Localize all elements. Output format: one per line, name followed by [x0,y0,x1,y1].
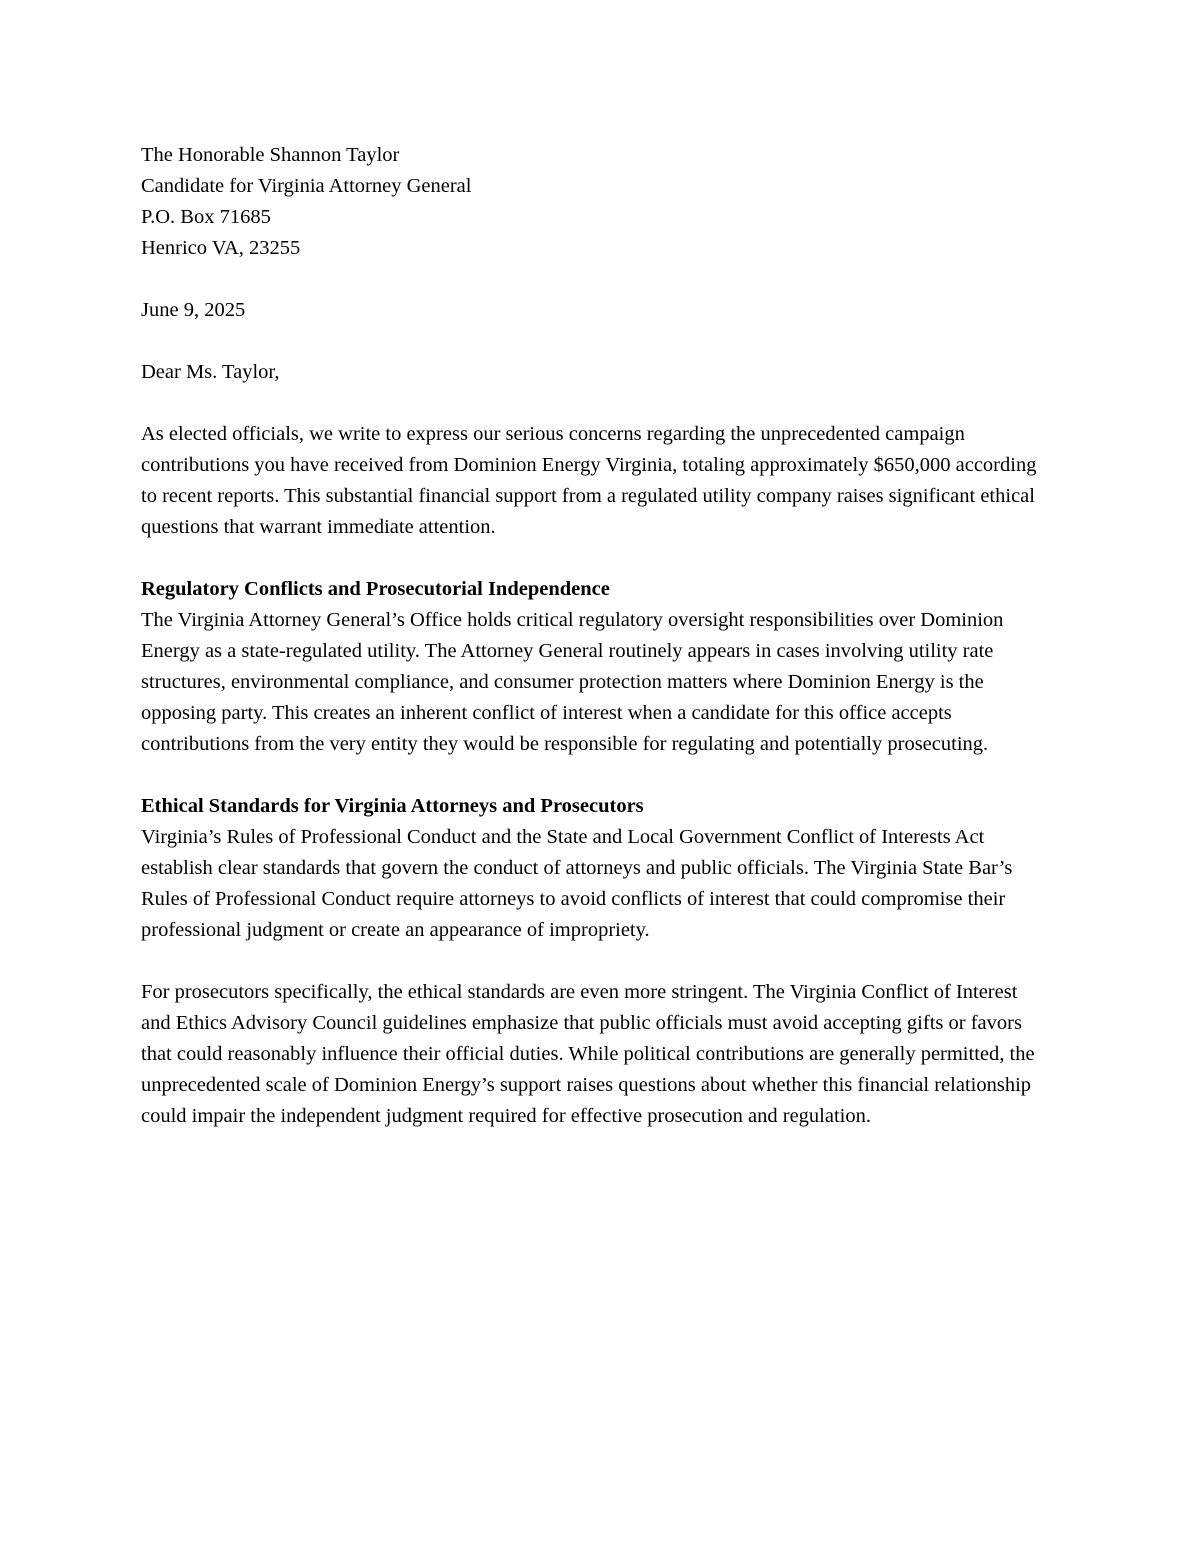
spacer-before-body [141,388,1050,419]
spacer-before-salutation [141,326,1050,357]
recipient-street: P.O. Box 71685 [141,206,271,228]
recipient-name: The Honorable Shannon Taylor [141,144,400,166]
section-regulatory-conflicts [141,574,1050,760]
spacer-before-date [141,264,1050,295]
section-paragraph: Virginia’s Rules of Professional Conduct and the State and Local Government Conflict of Interests Act establish clear standards that govern the conduct of attorneys and public officials. The Virginia State Bar’s Rules of Professional Conduct require attorneys to avoid conflicts of interest that could compromise their professional judgment or create an appearance of impropriety. [141,826,1013,941]
letter-body [141,140,1050,1132]
section-heading: Ethical Standards for Virginia Attorneys and Prosecutors [141,795,644,817]
section-paragraph: The Virginia Attorney General’s Office holds critical regulatory oversight responsibilities over Dominion Energy as a state-regulated utility. The Attorney General routinely appears in cases involving utility rate structures, environmental compliance, and consumer protection matters where Dominion Energy is the opposing party. This creates an inherent conflict of interest when a candidate for this office accepts contributions from the very entity they would be responsible for regulating and potentially prosecuting. [141,609,1004,755]
spacer-before-closing [141,946,1050,977]
closing-paragraph: For prosecutors specifically, the ethical standards are even more stringent. The Virginia Conflict of Interest and Ethics Advisory Council guidelines emphasize that public officials must avoid accepting gifts or favors that could reasonably influence their official duties. While political contributions are generally permitted, the unprecedented scale of Dominion Energy’s support raises questions about whether this financial relationship could impair the independent judgment required for effective prosecution and regulation. [141,981,1035,1127]
salutation: Dear Ms. Taylor, [141,361,280,383]
section-heading: Regulatory Conflicts and Prosecutorial Independence [141,578,610,600]
recipient-address-block [141,140,1050,264]
letter-date: June 9, 2025 [141,299,246,321]
opening-paragraph: As elected officials, we write to express our serious concerns regarding the unprecedented campaign contributions you have received from Dominion Energy Virginia, totaling approximately $650,000 according to recent reports. This substantial financial support from a regulated utility company raises significant ethical questions that warrant immediate attention. [141,423,1037,538]
recipient-city-state-zip: Henrico VA, 23255 [141,237,301,259]
recipient-title: Candidate for Virginia Attorney General [141,175,472,197]
section-ethical-standards [141,791,1050,946]
